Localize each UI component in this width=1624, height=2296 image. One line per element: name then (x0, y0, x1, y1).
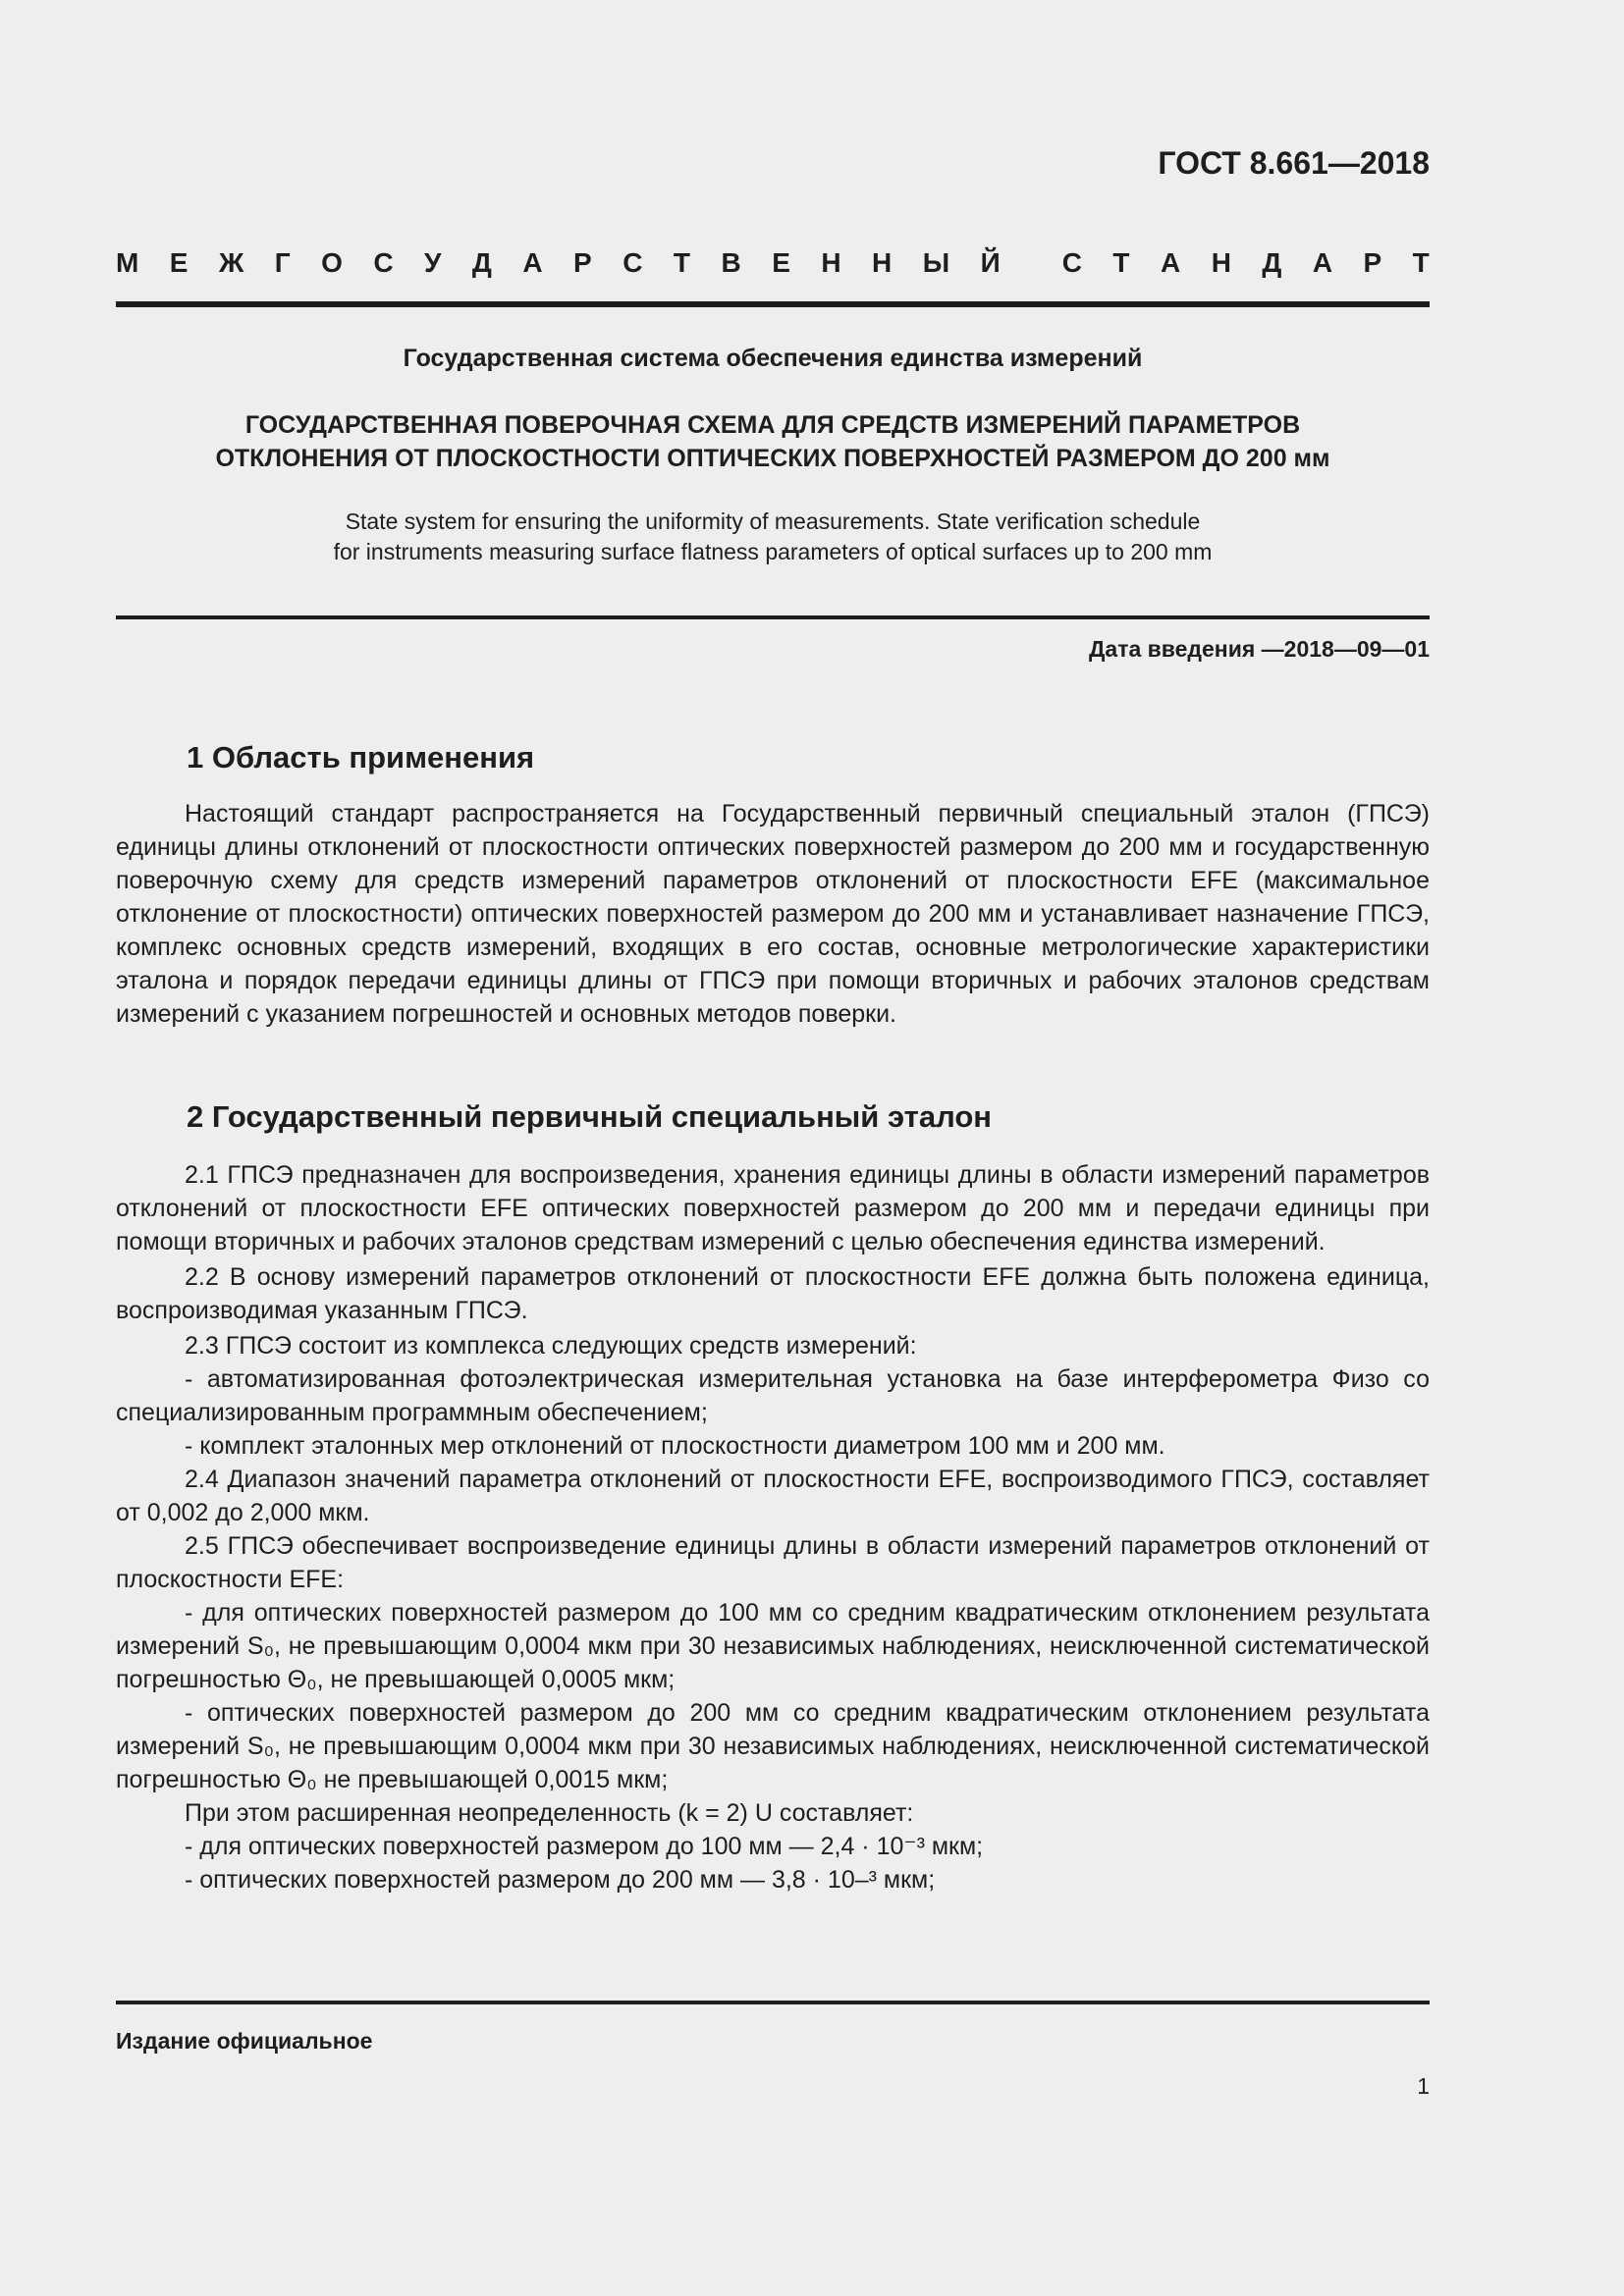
list-item: - для оптических поверхностей размером до 100 мм — 2,4 · 10⁻³ мкм; (185, 1833, 984, 1860)
effective-date: Дата введения —2018—09—01 (1089, 636, 1430, 662)
list-item: - комплект эталонных мер отклонений от плоскостности диаметром 100 мм и 200 мм. (185, 1432, 1165, 1460)
official-edition-label: Издание официальное (116, 2028, 373, 2054)
paragraph: Настоящий стандарт распространяется на Государственный первичный специальный эталон (ГПСЭ) единицы длины отклонений от плоскостности оптических поверхностей размером до 200 мм и государственную поверочную схему для средств измерений параметров отклонений от плоскостности EFE (максимальное отклонение от плоскостности) оптических поверхностей размером до 200 мм и устанавливает назначение ГПСЭ, комплекс основных средств измерений, входящих в его состав, основные метрологические характеристики эталона и порядок передачи единицы длины от ГПСЭ при помощи вторичных и рабочих эталонов средствам измерений с указанием погрешностей и основных методов поверки. (116, 800, 1430, 1028)
top-divider (116, 301, 1430, 307)
paragraph: 2.1 ГПСЭ предназначен для воспроизведения, хранения единицы длины в области измерений параметров отклонений от плоскостности EFE оптических поверхностей размером до 200 мм и передачи единицы при помощи вторичных и рабочих эталонов средствам измерений с целью обеспечения единства измерений. (116, 1161, 1430, 1255)
section-2-heading: 2 Государственный первичный специальный эталон (187, 1099, 993, 1134)
section-2-body (116, 1158, 1430, 1896)
standard-type-banner: М Е Ж Г О С У Д А Р С Т В Е Н Н Ы Й С Т А Н Д А Р Т (116, 247, 1430, 278)
list-item: - оптических поверхностей размером до 200 мм со средним квадратическим отклонением результата измерений S₀, не превышающим 0,0004 мкм при 30 независимых наблюдениях, неисключенной систематической погрешностью Θ₀ не превышающей 0,0015 мкм; (116, 1699, 1430, 1793)
title-divider (116, 615, 1430, 619)
paragraph: При этом расширенная неопределенность (k = 2) U составляет: (185, 1799, 914, 1827)
list-item: - для оптических поверхностей размером до 100 мм со средним квадратическим отклонением результата измерений S₀, не превышающим 0,0004 мкм при 30 независимых наблюдениях, неисключенной систематической погрешностью Θ₀, не превышающей 0,0005 мкм; (116, 1599, 1430, 1693)
system-title: Государственная система обеспечения единства измерений (403, 345, 1143, 372)
list-item: - оптических поверхностей размером до 200 мм — 3,8 · 10–³ мкм; (185, 1866, 936, 1894)
standard-code: ГОСТ 8.661—2018 (1158, 145, 1430, 181)
page-number: 1 (1417, 2073, 1430, 2099)
section-1-body (116, 797, 1430, 1031)
section-1-heading: 1 Область применения (187, 740, 535, 774)
paragraph: 2.3 ГПСЭ состоит из комплекса следующих средств измерений: (185, 1332, 917, 1360)
list-item: - автоматизированная фотоэлектрическая измерительная установка на базе интерферометра Физо со специализированным программным обеспечением; (116, 1365, 1430, 1426)
document-title: ГОСУДАРСТВЕННАЯ ПОВЕРОЧНАЯ СХЕМА ДЛЯ СРЕДСТВ ИЗМЕРЕНИЙ ПАРАМЕТРОВ ОТКЛОНЕНИЯ ОТ ПЛОСКОСТНОСТИ ОПТИЧЕСКИХ ПОВЕРХНОСТЕЙ РАЗМЕРОМ ДО 200 мм (215, 411, 1330, 472)
paragraph: 2.4 Диапазон значений параметра отклонений от плоскостности EFE, воспроизводимого ГПСЭ, составляет от 0,002 до 2,000 мкм. (116, 1466, 1430, 1526)
document-page (116, 0, 1430, 2296)
paragraph: 2.2 В основу измерений параметров отклонений от плоскостности EFE должна быть положена единица, воспроизводимая указанным ГПСЭ. (116, 1263, 1430, 1324)
english-title: State system for ensuring the uniformity of measurements. State verification schedule for instruments measuring surface flatness parameters of optical surfaces up to 200 mm (333, 508, 1213, 564)
footer-divider (116, 2001, 1430, 2004)
paragraph: 2.5 ГПСЭ обеспечивает воспроизведение единицы длины в области измерений параметров отклонений от плоскостности EFE: (116, 1532, 1430, 1593)
